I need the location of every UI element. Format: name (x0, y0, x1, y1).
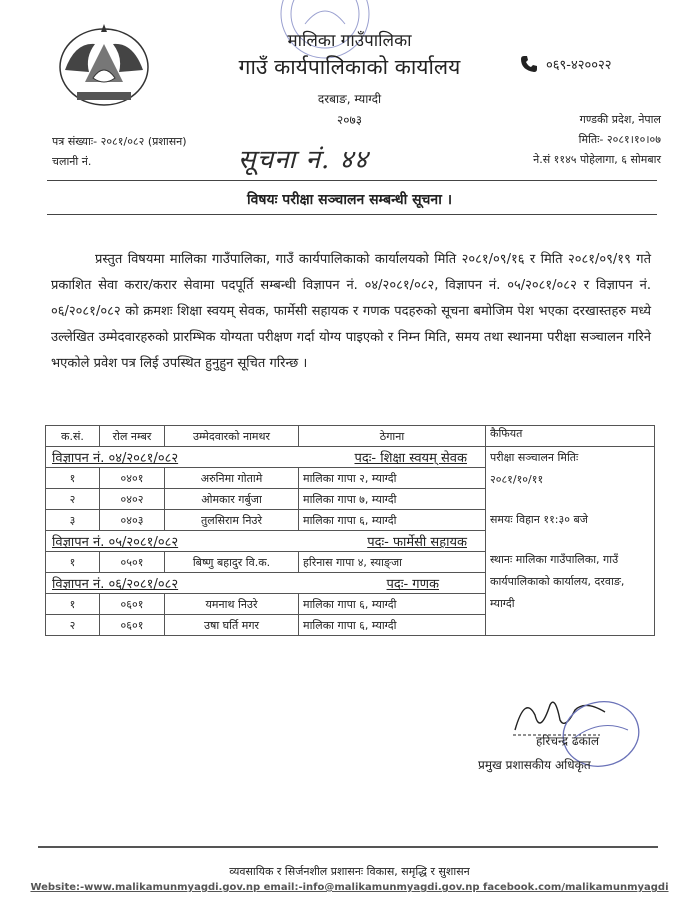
handwritten-notice-number: सूचना नं. ४४ (238, 145, 369, 175)
header-cell: क.सं. (46, 426, 100, 447)
sn-cell: १ (46, 552, 100, 573)
sn-cell: १ (46, 594, 100, 615)
header-cell: रोल नम्बर (100, 426, 165, 447)
footer-contact-links[interactable]: Website:-www.malikamunmyagdi.gov.np email:-info@malikamunmyagdi.gov.np facebook.com/malikamunmyagdi (30, 882, 669, 893)
sn-cell: १ (46, 468, 100, 489)
table-header-row (46, 426, 655, 447)
roll-cell: ०४०३ (100, 510, 165, 531)
established-year: २०७३ (337, 113, 362, 127)
sn-cell: २ (46, 615, 100, 636)
sn-cell: २ (46, 489, 100, 510)
signatory-name: हरिचन्द्र ढकाल (535, 734, 600, 748)
post-name: पदः- शिक्षा स्वयम् सेवक (354, 451, 467, 466)
ad-number: विज्ञापन नं. ०४/२०८१/०८२ (52, 451, 179, 466)
exam-venue: स्थानः मालिका गाउँपालिका, गाउँ कार्यपालिकाको कार्यालय, दरवाङ, म्याग्दी (490, 553, 625, 610)
roll-cell: ०६०१ (100, 594, 165, 615)
phone-icon (520, 55, 538, 73)
header-cell: ठेगाना (299, 426, 486, 447)
address-cell: मालिका गापा ६, म्याग्दी (299, 510, 486, 531)
letter-date: मितिः- २०८१।१०।०७ (578, 133, 661, 146)
signatory-title: प्रमुख प्रशासकीय अधिकृत (478, 758, 591, 772)
notice-body: प्रस्तुत विषयमा मालिका गाउँपालिका, गाउँ कार्यपालिकाको कार्यालयको मिति २०८१/०९/१६ र मिति २०८१/०९/१९ गते प्रकाशित सेवा करार/करार सेवामा पदपूर्ति सम्बन्धी विज्ञापन नं. ०४/२०८१/०८२, विज्ञापन नं. ०५/२०८१/०८२ र विज्ञापन नं. ०६/२०८१/०८२ को क्रमशः शिक्षा स्वयम् सेवक, फार्मेसी सहायक र गणक पदहरुको सूचना बमोजिम पेश भएका दरखास्तहरु मध्ये उल्लेखित उम्मेदवारहरुको प्रारम्भिक योग्यता परीक्षण गर्दा योग्य पाइएको र निम्न मिति, समय तथा स्थानमा परीक्षा सञ्चालन गरिने भएकोले प्रवेश पत्र लिई उपस्थित हुनुहुन सूचित गरिन्छ । (51, 252, 651, 371)
letter-number: पत्र संख्याः- २०८१/०८२ (प्रशासन) (52, 135, 187, 148)
remarks-cell (486, 447, 655, 636)
address-cell: मालिका गापा ६, म्याग्दी (299, 615, 486, 636)
divider (47, 214, 657, 215)
footer-divider (38, 846, 658, 848)
exam-date: २०८१/१०/११ (490, 473, 544, 486)
divider (47, 180, 657, 181)
subject-line: विषयः परीक्षा सञ्चालन सम्बन्धी सूचना । (246, 192, 453, 208)
name-cell: तुलसिराम निउरे (165, 510, 299, 531)
address-cell: मालिका गापा ७, म्याग्दी (299, 489, 486, 510)
header-cell: उम्मेदवारको नामथर (165, 426, 299, 447)
name-cell: अरुनिमा गोतामे (165, 468, 299, 489)
nepal-sambat-date: ने.सं ११४५ पोहेलागा, ६ सोमबार (533, 153, 661, 166)
phone-number: ०६९-४२००२२ (546, 58, 612, 73)
name-cell: बिष्णु बहादुर वि.क. (165, 552, 299, 573)
header-cell: कैफियत (486, 426, 655, 447)
roll-cell: ०६०१ (100, 615, 165, 636)
exam-schedule-table (45, 425, 655, 636)
office-location: दरबाङ, म्याग्दी (317, 92, 382, 106)
roll-cell: ०४०१ (100, 468, 165, 489)
ad-number: विज्ञापन नं. ०५/२०८१/०८२ (52, 535, 179, 550)
exam-time: समयः विहान ११:३० बजे (490, 513, 588, 526)
post-name: पदः- फार्मेसी सहायक (367, 535, 467, 550)
ad-number: विज्ञापन नं. ०६/२०८१/०८२ (52, 577, 179, 592)
post-name: पदः- गणक (386, 577, 439, 592)
name-cell: यमनाथ निउरे (165, 594, 299, 615)
sn-cell: ३ (46, 510, 100, 531)
address-cell: मालिका गापा ६, म्याग्दी (299, 594, 486, 615)
province: गण्डकी प्रदेश, नेपाल (579, 113, 661, 126)
roll-cell: ०४०२ (100, 489, 165, 510)
address-cell: हरिनास गापा ४, स्याङ्जा (299, 552, 486, 573)
address-cell: मालिका गापा २, म्याग्दी (299, 468, 486, 489)
municipality-name: मालिका गाउँपालिका (287, 31, 412, 51)
roll-cell: ०५०१ (100, 552, 165, 573)
office-name: गाउँ कार्यपालिकाको कार्यालय (238, 55, 461, 79)
dispatch-number: चलानी नं. (52, 155, 92, 168)
exam-date-label: परीक्षा सञ्चालन मितिः (490, 451, 579, 464)
phone-contact (520, 55, 612, 73)
name-cell: उषा घर्ति मगर (165, 615, 299, 636)
group-row (46, 447, 655, 468)
name-cell: ओमकार गर्बुजा (165, 489, 299, 510)
footer-motto: व्यवसायिक र सिर्जनशील प्रशासनः विकास, समृद्धि र सुशासन (229, 865, 470, 878)
